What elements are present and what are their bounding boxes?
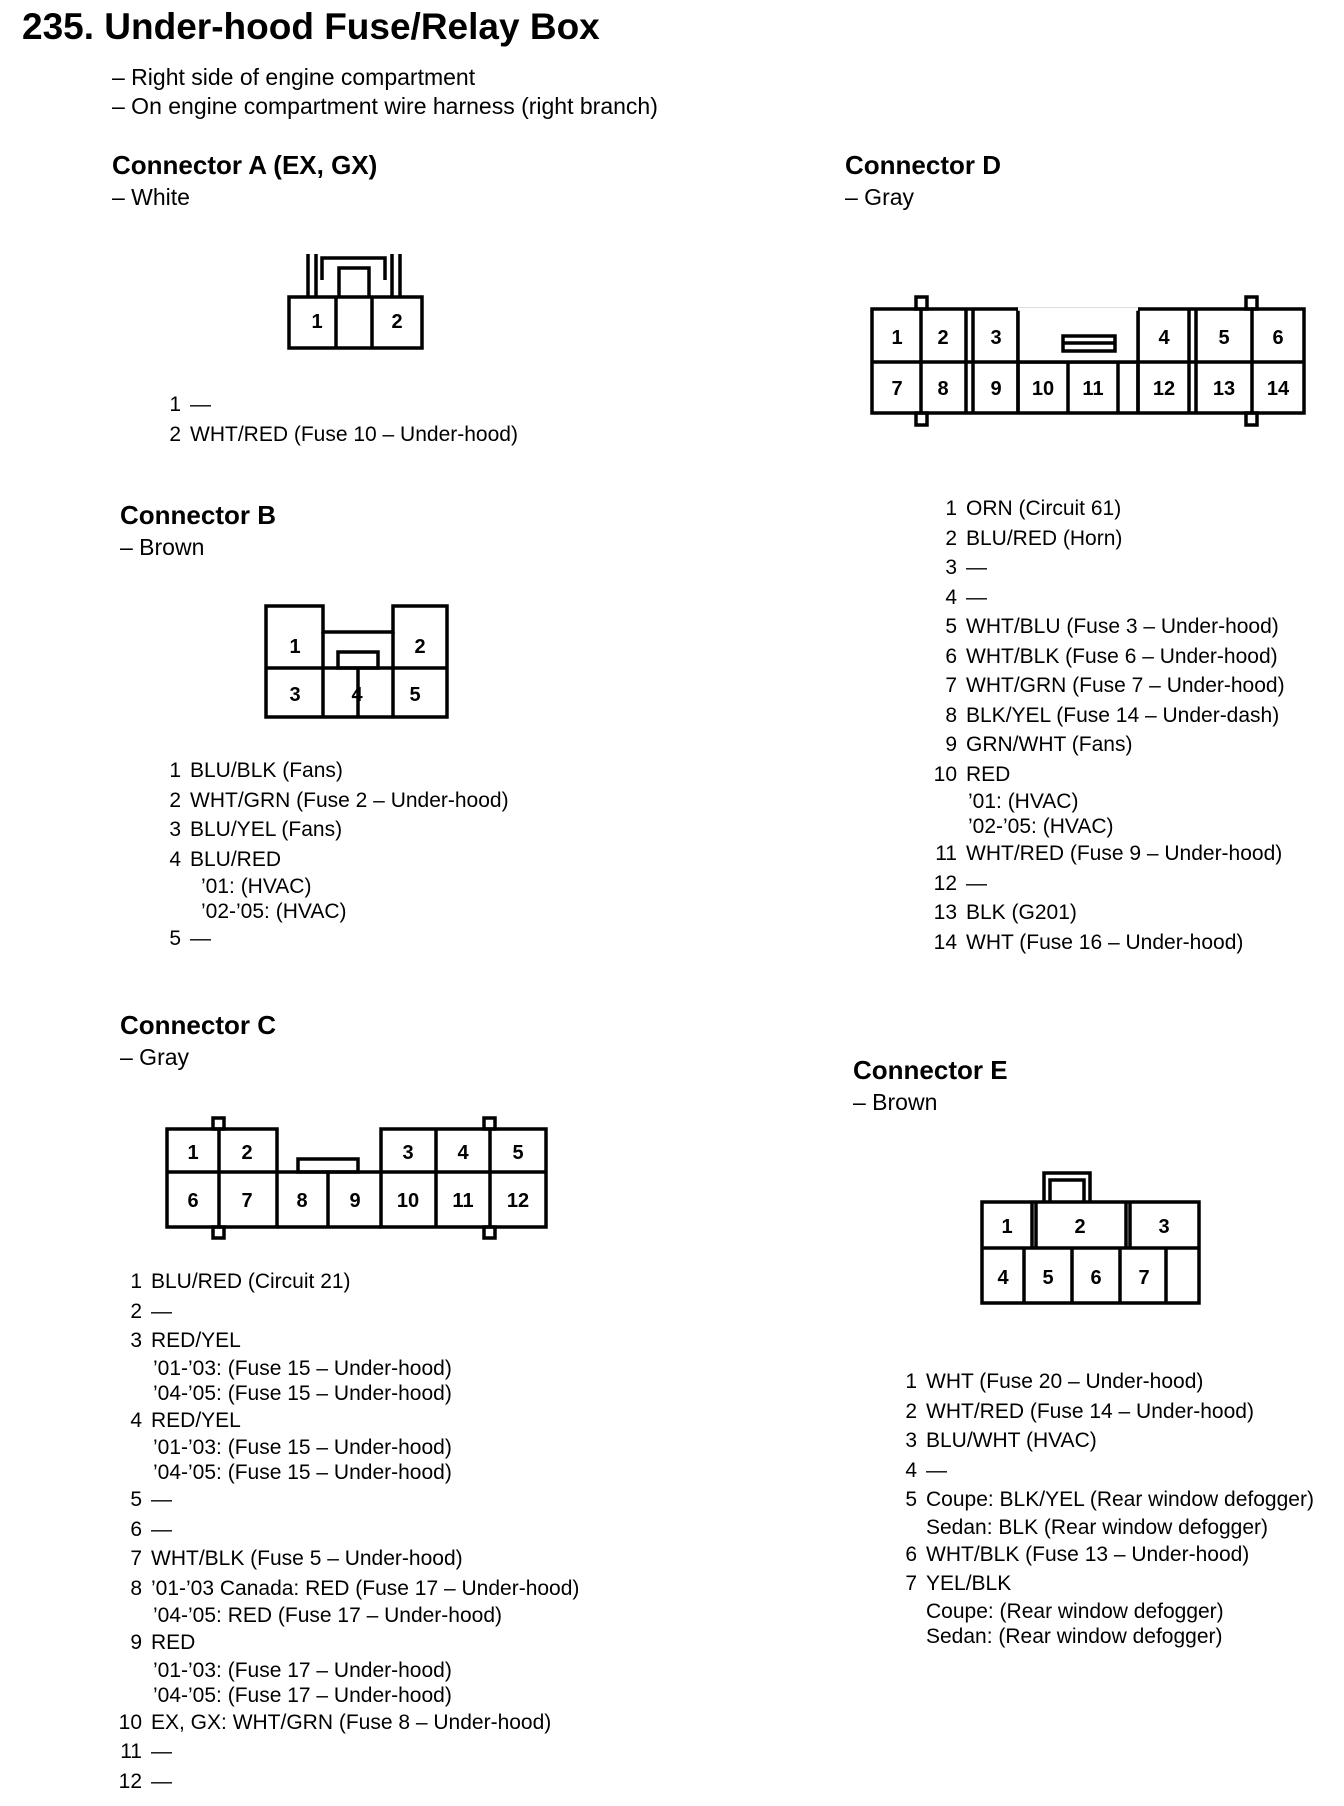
pin-wire-description: — <box>151 1488 172 1511</box>
pin-wire-description: — <box>966 556 987 579</box>
pin-wire-description: WHT/BLK (Fuse 6 – Under-hood) <box>966 644 1278 668</box>
pin-number: 8 <box>130 1576 142 1600</box>
pin-wire-description: WHT/GRN (Fuse 2 – Under-hood) <box>190 788 509 812</box>
pin-number: 12 <box>933 871 957 895</box>
pin-number: 7 <box>130 1547 142 1570</box>
connector-d-cell-11: 11 <box>1082 378 1104 400</box>
pin-row <box>897 1456 1314 1486</box>
connector-c-cell-4: 4 <box>457 1142 469 1164</box>
pin-row <box>928 730 1285 760</box>
connector-c-cell-2: 2 <box>241 1142 253 1164</box>
connector-a-title: Connector A (EX, GX) <box>112 150 378 180</box>
connector-e-cell-2: 2 <box>1074 1216 1086 1238</box>
pin-wire-description: WHT (Fuse 16 – Under-hood) <box>966 930 1244 954</box>
pin-number: 14 <box>933 930 957 954</box>
pin-wire-description: WHT/RED (Fuse 14 – Under-hood) <box>926 1399 1254 1423</box>
pin-number: 5 <box>130 1488 142 1511</box>
pin-detail-line: ’02-’05: (HVAC) <box>968 815 1114 838</box>
connector-b-cell-5: 5 <box>409 684 421 706</box>
pin-row <box>897 1485 1314 1515</box>
pin-number: 3 <box>130 1329 142 1352</box>
connector-c-pin-list <box>113 1267 579 1796</box>
pin-wire-description: BLU/RED (Horn) <box>966 526 1123 550</box>
pin-detail-line: ’02-’05: (HVAC) <box>201 900 347 923</box>
pin-detail-line: ’04-’05: RED (Fuse 17 – Under-hood) <box>153 1604 503 1627</box>
pin-detail-line: ’01: (HVAC) <box>968 790 1079 813</box>
connector-c-cell-9: 9 <box>349 1190 361 1212</box>
pin-wire-description: BLU/BLK (Fans) <box>190 759 343 782</box>
location-note-2: – On engine compartment wire harness (right branch) <box>112 93 658 119</box>
pin-number: 11 <box>120 1740 142 1763</box>
pin-row <box>897 1367 1314 1397</box>
connector-a-color: – White <box>112 184 190 210</box>
pin-row <box>113 1326 579 1356</box>
connector-b-cell-4: 4 <box>351 684 363 706</box>
pin-wire-description: RED/YEL <box>151 1329 241 1352</box>
pin-number: 4 <box>905 1458 917 1482</box>
connector-c-cell-5: 5 <box>512 1142 524 1164</box>
pin-number: 2 <box>169 788 181 812</box>
pin-row <box>928 524 1285 554</box>
connector-c-cell-6: 6 <box>187 1190 199 1212</box>
pin-row <box>161 924 509 954</box>
connector-e-cell-6: 6 <box>1090 1267 1102 1289</box>
pin-number: 7 <box>945 674 957 697</box>
pin-row <box>928 553 1285 583</box>
pin-row <box>161 815 509 845</box>
connector-b-cell-2: 2 <box>414 636 426 658</box>
pin-row <box>928 583 1285 613</box>
pin-row <box>161 756 509 786</box>
pin-wire-description: BLU/WHT (HVAC) <box>926 1429 1097 1452</box>
connector-d-cell-2: 2 <box>937 327 949 349</box>
connector-e-cell-4: 4 <box>997 1267 1009 1289</box>
pin-number: 5 <box>945 615 957 638</box>
pin-row <box>928 494 1285 524</box>
pin-row <box>113 1708 579 1738</box>
pin-detail-line: Sedan: BLK (Rear window defogger) <box>926 1515 1269 1539</box>
connector-d-diagram <box>868 292 1308 432</box>
pin-row <box>928 760 1285 790</box>
pin-wire-description: — <box>151 1517 172 1541</box>
pin-wire-description: EX, GX: WHT/GRN (Fuse 8 – Under-hood) <box>151 1710 552 1734</box>
pin-row <box>928 898 1285 928</box>
pin-detail-line: Sedan: (Rear window defogger) <box>926 1624 1223 1648</box>
pin-number: 6 <box>130 1517 142 1541</box>
connector-e-diagram <box>978 1168 1202 1306</box>
connector-c-diagram <box>162 1113 552 1243</box>
connector-d-cell-1: 1 <box>891 327 903 349</box>
pin-row <box>161 420 518 450</box>
connector-e-color: – Brown <box>853 1089 938 1115</box>
pin-row <box>113 1515 579 1545</box>
connector-a-pin-list <box>161 390 518 449</box>
location-note-1: – Right side of engine compartment <box>112 64 476 90</box>
pin-detail-line: ’04-’05: (Fuse 15 – Under-hood) <box>153 1461 452 1484</box>
pin-row <box>161 845 509 875</box>
pin-wire-description: WHT/RED (Fuse 10 – Under-hood) <box>190 422 518 446</box>
pin-row <box>113 1544 579 1574</box>
pin-number: 5 <box>905 1488 917 1511</box>
pin-wire-description: — <box>151 1299 172 1323</box>
pin-number: 1 <box>130 1270 142 1293</box>
pin-detail-line: ’01-’03: (Fuse 15 – Under-hood) <box>153 1436 452 1459</box>
connector-a-cell-1: 1 <box>311 311 323 333</box>
pin-number: 2 <box>905 1399 917 1423</box>
pin-row <box>928 839 1285 869</box>
pin-number: 5 <box>169 927 181 950</box>
pin-number: 10 <box>933 762 957 786</box>
pin-detail-line: Coupe: (Rear window defogger) <box>926 1599 1224 1623</box>
pin-number: 2 <box>169 422 181 446</box>
pin-wire-description: YEL/BLK <box>926 1572 1012 1595</box>
pin-row <box>113 1574 579 1604</box>
pin-wire-description: WHT/GRN (Fuse 7 – Under-hood) <box>966 674 1285 697</box>
pin-wire-description: WHT/BLK (Fuse 5 – Under-hood) <box>151 1547 463 1570</box>
connector-c-cell-7: 7 <box>241 1190 253 1212</box>
pin-wire-description: — <box>190 393 211 416</box>
pin-detail-line: ’01-’03: (Fuse 17 – Under-hood) <box>153 1658 452 1682</box>
connector-d-cell-14: 14 <box>1266 378 1290 400</box>
connector-e-cell-5: 5 <box>1042 1267 1054 1289</box>
connector-e-cell-1: 1 <box>1001 1216 1013 1238</box>
pin-wire-description: WHT/BLU (Fuse 3 – Under-hood) <box>966 615 1279 638</box>
connector-e-cell-7: 7 <box>1138 1267 1150 1289</box>
connector-d-cell-8: 8 <box>937 378 949 400</box>
pin-row <box>113 1767 579 1797</box>
pin-number: 11 <box>935 842 957 865</box>
connector-d-cell-5: 5 <box>1218 327 1230 349</box>
pin-detail-line: ’01-’03: (Fuse 15 – Under-hood) <box>153 1356 452 1380</box>
pin-row <box>897 1569 1314 1599</box>
connector-b-title: Connector B <box>120 500 276 530</box>
connector-d-cell-9: 9 <box>990 378 1002 400</box>
pin-row <box>161 786 509 816</box>
pin-row <box>897 1540 1314 1570</box>
pin-wire-description: BLU/RED (Circuit 21) <box>151 1270 351 1293</box>
pin-detail-line: ’04-’05: (Fuse 17 – Under-hood) <box>153 1683 452 1707</box>
pin-row <box>113 1297 579 1327</box>
pin-detail-line: ’01: (HVAC) <box>201 875 312 898</box>
pin-wire-description: — <box>190 927 211 950</box>
pin-number: 1 <box>945 497 957 520</box>
pin-wire-description: BLU/RED <box>190 847 282 871</box>
connector-d-title: Connector D <box>845 150 1001 180</box>
pin-row <box>928 612 1285 642</box>
connector-d-cell-13: 13 <box>1212 378 1236 400</box>
connector-d-cell-6: 6 <box>1272 327 1284 349</box>
connector-b-color: – Brown <box>120 534 205 560</box>
connector-d-pin-list <box>928 494 1285 957</box>
connector-e-title: Connector E <box>853 1055 1008 1085</box>
connector-d-cell-7: 7 <box>891 378 903 400</box>
pin-wire-description: BLK (G201) <box>966 901 1077 924</box>
pin-number: 1 <box>169 393 181 416</box>
pin-wire-description: Coupe: BLK/YEL (Rear window defogger) <box>926 1488 1314 1511</box>
pin-wire-description: ’01-’03 Canada: RED (Fuse 17 – Under-hood) <box>151 1576 580 1600</box>
connector-b-cell-1: 1 <box>289 636 301 658</box>
pin-wire-description: WHT/BLK (Fuse 13 – Under-hood) <box>926 1542 1250 1566</box>
pin-wire-description: — <box>151 1769 172 1793</box>
pin-detail-line: ’04-’05: (Fuse 15 – Under-hood) <box>153 1381 452 1405</box>
connector-a-cell-2: 2 <box>391 311 403 333</box>
pin-wire-description: WHT/RED (Fuse 9 – Under-hood) <box>966 842 1283 865</box>
pin-row <box>113 1406 579 1436</box>
pin-number: 8 <box>945 703 957 727</box>
pin-wire-description: — <box>966 585 987 609</box>
pin-row <box>928 701 1285 731</box>
pin-wire-description: GRN/WHT (Fans) <box>966 733 1133 756</box>
connector-c-cell-12: 12 <box>506 1190 530 1212</box>
pin-wire-description: — <box>151 1740 172 1763</box>
pin-number: 3 <box>945 556 957 579</box>
pin-number: 2 <box>130 1299 142 1323</box>
pin-row <box>928 869 1285 899</box>
pin-wire-description: RED/YEL <box>151 1408 241 1432</box>
pin-row <box>113 1737 579 1767</box>
pin-wire-description: BLU/YEL (Fans) <box>190 818 343 841</box>
pin-number: 1 <box>169 759 181 782</box>
connector-c-cell-8: 8 <box>296 1190 308 1212</box>
pin-number: 7 <box>905 1572 917 1595</box>
connector-c-color: – Gray <box>120 1044 190 1070</box>
pin-row <box>113 1267 579 1297</box>
pin-row <box>113 1485 579 1515</box>
pin-number: 13 <box>933 901 957 924</box>
pin-number: 3 <box>169 818 181 841</box>
connector-d-cell-12: 12 <box>1152 378 1176 400</box>
connector-c-cell-11: 11 <box>452 1190 474 1212</box>
connector-c-cell-3: 3 <box>402 1142 414 1164</box>
pin-number: 2 <box>945 526 957 550</box>
connector-d-cell-10: 10 <box>1031 378 1055 400</box>
pin-number: 4 <box>130 1408 142 1432</box>
connector-d-cell-3: 3 <box>990 327 1002 349</box>
connector-b-cell-3: 3 <box>289 684 301 706</box>
pin-row <box>897 1426 1314 1456</box>
pin-number: 1 <box>905 1370 917 1393</box>
pin-row <box>928 671 1285 701</box>
connector-e-pin-list <box>897 1367 1314 1649</box>
pin-number: 12 <box>118 1769 142 1793</box>
pin-row <box>928 642 1285 672</box>
connector-b-pin-list <box>161 756 509 954</box>
pin-row <box>897 1397 1314 1427</box>
connector-c-cell-10: 10 <box>396 1190 420 1212</box>
pin-number: 3 <box>905 1429 917 1452</box>
pin-row <box>113 1628 579 1658</box>
connector-b-diagram <box>263 603 451 721</box>
pin-wire-description: ORN (Circuit 61) <box>966 497 1122 520</box>
pin-number: 6 <box>905 1542 917 1566</box>
connector-c-cell-1: 1 <box>187 1142 199 1164</box>
pin-wire-description: WHT (Fuse 20 – Under-hood) <box>926 1370 1204 1393</box>
pin-number: 6 <box>945 644 957 668</box>
connector-d-cell-4: 4 <box>1158 327 1170 349</box>
pin-row <box>928 928 1285 958</box>
pin-number: 10 <box>118 1710 142 1734</box>
pin-number: 9 <box>945 733 957 756</box>
pin-wire-description: — <box>926 1458 947 1482</box>
pin-number: 4 <box>945 585 957 609</box>
pin-wire-description: BLK/YEL (Fuse 14 – Under-dash) <box>966 703 1280 727</box>
connector-e-cell-3: 3 <box>1158 1216 1170 1238</box>
pin-number: 4 <box>169 847 181 871</box>
pin-wire-description: RED <box>151 1631 196 1654</box>
pin-number: 9 <box>130 1631 142 1654</box>
pin-wire-description: — <box>966 871 987 895</box>
pin-row <box>161 390 518 420</box>
connector-d-color: – Gray <box>845 184 915 210</box>
connector-c-title: Connector C <box>120 1010 276 1040</box>
page-title: 235. Under-hood Fuse/Relay Box <box>22 6 600 47</box>
pin-wire-description: RED <box>966 762 1011 786</box>
connector-a-diagram <box>285 250 425 360</box>
